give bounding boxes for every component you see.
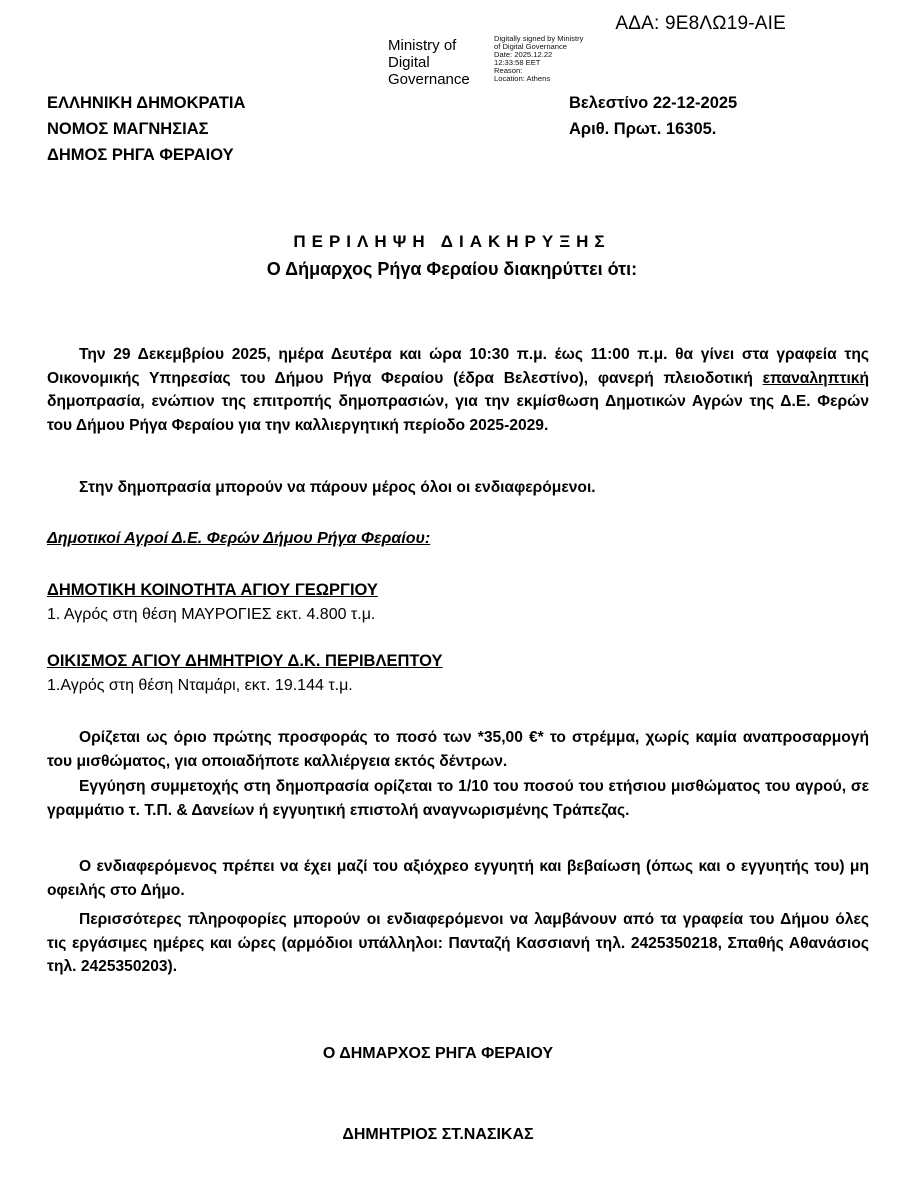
signatory-name: ΔΗΜΗΤΡΙΟΣ ΣΤ.ΝΑΣΙΚΑΣ: [342, 1126, 534, 1143]
intro-text: Την 29 Δεκεμβρίου 2025, ημέρα Δευτέρα και ώρα 10:30 π.μ. έως 11:00 π.μ. θα γίνει στα γραφεία της Οικονομικής Υπηρεσίας του Δήμου Ρήγα Φεραίου (έδρα Βελεστίνο), φανερή πλειοδοτική: [47, 346, 869, 387]
ada-code: ΑΔΑ: 9Ε8ΛΩ19-ΑΙΕ: [615, 13, 786, 34]
issuer-header: [47, 90, 245, 168]
community-heading: ΔΗΜΟΤΙΚΗ ΚΟΙΝΟΤΗΤΑ ΑΓΙΟΥ ΓΕΩΡΓΙΟΥ: [47, 581, 378, 599]
intro-paragraph: [47, 343, 869, 437]
section-title: Δημοτικοί Αγροί Δ.Ε. Φερών Δήμου Ρήγα Φεραίου:: [47, 530, 431, 547]
document-date: Βελεστίνο 22-12-2025: [569, 94, 738, 112]
intro-text: δημοπρασία, ενώπιον της επιτροπής δημοπρασιών, για την εκμίσθωση Δημοτικών Αγρών της Δ.Ε. Φερών του Δήμου Ρήγα Φεραίου για την καλλιεργητική περίοδο 2025-2029.: [47, 393, 869, 434]
field-item: 1. Αγρός στη θέση ΜΑΥΡΟΓΙΕΣ εκτ. 4.800 τ.μ.: [47, 606, 376, 623]
ministry-line: Digital: [388, 54, 430, 71]
document-subtitle: Ο Δήμαρχος Ρήγα Φεραίου διακηρύττει ότι:: [266, 259, 638, 279]
community-heading: ΟΙΚΙΣΜΟΣ ΑΓΙΟΥ ΔΗΜΗΤΡΙΟΥ Δ.Κ. ΠΕΡΙΒΛΕΠΤΟΥ: [47, 652, 443, 670]
term-paragraph: Εγγύηση συμμετοχής στη δημοπρασία ορίζεται το 1/10 του ποσού του ετήσιου μισθώματος του αγρού, σε γραμμάτιο τ. Τ.Π. & Δανείων ή εγγυητική επιστολή αναγνωρισμένης Τράπεζας.: [47, 778, 869, 819]
ministry-line: Governance: [388, 71, 470, 88]
signature-line: Date: 2025.12.22: [494, 50, 553, 59]
signature-line: Digitally signed by Ministry: [494, 34, 584, 43]
signature-ministry: [388, 37, 470, 88]
signature-line: of Digital Governance: [494, 42, 568, 51]
field-item: 1.Αγρός στη θέση Νταμάρι, εκτ. 19.144 τ.μ.: [47, 677, 353, 694]
issuer-line: ΔΗΜΟΣ ΡΗΓΑ ΦΕΡΑΙΟΥ: [47, 146, 234, 164]
term-paragraph: Ορίζεται ως όριο πρώτης προσφοράς το ποσό των *35,00 €* το στρέμμα, χωρίς καμία αναπροσαρμογή του μισθώματος, για οποιαδήποτε καλλιέργεια εκτός δέντρων.: [47, 729, 869, 770]
digital-signature-details: [494, 35, 583, 83]
signature-line: Location: Athens: [494, 74, 551, 83]
term-paragraph: Περισσότερες πληροφορίες μπορούν οι ενδιαφερόμενοι να λαμβάνουν από τα γραφεία του Δήμου όλες τις εργάσιμες ημέρες και ώρες (αρμόδιοι υπάλληλοι: Πανταζή Κασσιανή τηλ. 2425350218, Σπαθής Αθανάσιος τηλ. 2425350203).: [47, 911, 869, 975]
term-paragraph: Ο ενδιαφερόμενος πρέπει να έχει μαζί του αξιόχρεο εγγυητή και βεβαίωση (όπως και ο εγγυητής του) μη οφειλής στο Δήμο.: [47, 858, 869, 899]
signature-line: 12:33:58 EET: [494, 58, 541, 67]
document-title: ΠΕΡΙΛΗΨΗ ΔΙΑΚΗΡΥΞΗΣ: [293, 232, 611, 251]
participation-paragraph: Στην δημοπρασία μπορούν να πάρουν μέρος όλοι οι ενδιαφερόμενοι.: [79, 479, 596, 496]
issuer-line: ΝΟΜΟΣ ΜΑΓΝΗΣΙΑΣ: [47, 120, 209, 138]
protocol-number: Αριθ. Πρωτ. 16305.: [569, 120, 717, 138]
signatory-role: Ο ΔΗΜΑΡΧΟΣ ΡΗΓΑ ΦΕΡΑΙΟΥ: [322, 1045, 554, 1062]
signature-line: Reason:: [494, 66, 523, 75]
intro-underlined-word: επαναληπτική: [762, 369, 869, 387]
date-protocol-header: [569, 90, 737, 142]
issuer-line: ΕΛΛΗΝΙΚΗ ΔΗΜΟΚΡΑΤΙΑ: [47, 94, 246, 112]
ministry-line: Ministry of: [388, 37, 457, 54]
